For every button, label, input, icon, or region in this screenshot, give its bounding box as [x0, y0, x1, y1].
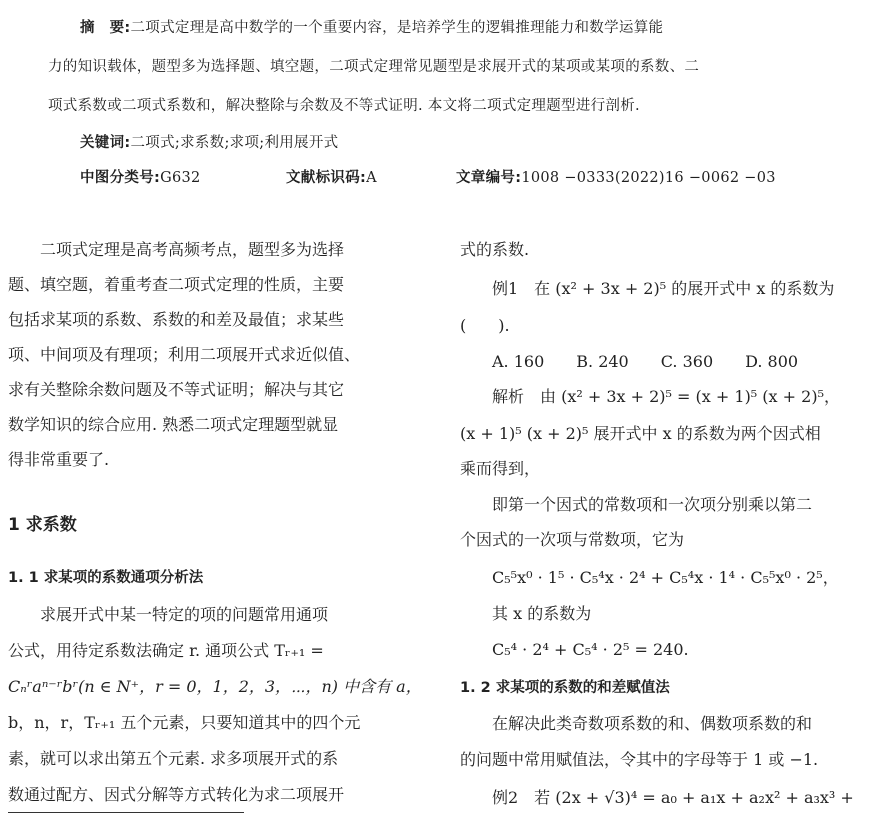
body-line-5: 素，就可以求出第五个元素. 求多项展开式的系	[8, 749, 339, 768]
clc-line	[80, 166, 201, 187]
solution-line-6: 其 x 的系数为	[460, 604, 592, 623]
solution-line-5: 个因式的一次项与常数项，它为	[460, 530, 685, 549]
abstract-line-2: 力的知识载体，题型多为选择题、填空题，二项式定理常见题型是求展开式的某项或某项的系数、二	[48, 59, 700, 75]
solution-line-1: 解析 由 (x² + 3x + 2)⁵ = (x + 1)⁵ (x + 2)⁵，	[460, 387, 840, 406]
body-line-r2: 的问题中常用赋值法，令其中的字母等于 1 或 −1.	[460, 750, 819, 769]
intro-line-7: 得非常重要了.	[8, 450, 110, 469]
subsection-heading-1-2: 1. 2 求某项的系数的和差赋值法	[460, 680, 670, 696]
solution-line-2: (x + 1)⁵ (x + 2)⁵ 展开式中 x 的系数为两个因式相	[460, 424, 821, 443]
abstract-text-1: 二项式定理是高中数学的一个重要内容，是培养学生的逻辑推理能力和数学运算能	[130, 20, 664, 36]
clc-label: 中图分类号:	[80, 170, 161, 186]
article-label: 文章编号:	[456, 170, 522, 186]
solution-line-3: 乘而得到，	[460, 459, 541, 478]
body-line-2: 公式，用待定系数法确定 r. 通项公式 Tᵣ₊₁ =	[8, 641, 324, 660]
clc-value: G632	[160, 170, 201, 186]
abstract-label: 摘 要:	[80, 20, 131, 36]
section-heading-1: 1 求系数	[8, 515, 77, 535]
body-line-3: Cₙʳaⁿ⁻ʳbʳ(n ∈ N⁺，r = 0，1，2，3，⋯，n) 中含有 a，	[8, 677, 422, 696]
intro-line-5: 求有关整除余数问题及不等式证明；解决与其它	[8, 380, 345, 399]
keywords-label: 关键词:	[80, 135, 131, 151]
intro-line-1: 二项式定理是高考高频考点，题型多为选择	[8, 240, 345, 259]
example-1-question: 例1 在 (x² + 3x + 2)⁵ 的展开式中 x 的系数为	[460, 279, 835, 298]
body-line-1: 求展开式中某一特定的项的问题常用通项	[8, 605, 329, 624]
intro-line-4: 项、中间项及有理项；利用二项展开式求近似值、	[8, 345, 361, 364]
intro-line-2: 题、填空题，着重考查二项式定理的性质，主要	[8, 275, 345, 294]
body-line-6: 数通过配方、因式分解等方式转化为求二项展开	[8, 785, 345, 804]
solution-formula-2: C₅⁴ · 2⁴ + C₅⁴ · 2⁵ = 240.	[460, 640, 689, 659]
solution-formula-1: C₅⁵x⁰ · 1⁵ · C₅⁴x · 2⁴ + C₅⁴x · 1⁴ · C₅⁵x⁰ · 2⁵，	[460, 568, 839, 587]
solution-line-4: 即第一个因式的常数项和一次项分别乘以第二	[460, 495, 813, 514]
body-line-r1: 在解决此类奇数项系数的和、偶数项系数的和	[460, 714, 813, 733]
subsection-heading-1-1: 1. 1 求某项的系数通项分析法	[8, 570, 204, 586]
right-line-1: 式的系数.	[460, 240, 530, 259]
article-number-line	[456, 166, 776, 187]
doccode-label: 文献标识码:	[286, 170, 367, 186]
abstract-line-3: 项式系数或二项式系数和，解决整除与余数及不等式证明. 本文将二项式定理题型进行剖析.	[48, 98, 640, 114]
example-1-paren: ( ).	[460, 316, 510, 335]
doccode-line	[286, 166, 377, 187]
doccode-value: A	[366, 170, 377, 186]
example-1-options: A. 160 B. 240 C. 360 D. 800	[460, 352, 799, 371]
article-value: 1008 −0333(2022)16 −0062 −03	[521, 170, 776, 186]
footnote-rule	[8, 812, 244, 813]
example-2-question: 例2 若 (2x + √3)⁴ = a₀ + a₁x + a₂x² + a₃x³ +	[460, 788, 854, 807]
body-line-4: b，n，r，Tᵣ₊₁ 五个元素，只要知道其中的四个元	[8, 713, 361, 732]
intro-line-3: 包括求某项的系数、系数的和差及最值；求某些	[8, 310, 345, 329]
abstract-line-1	[80, 16, 663, 37]
keywords-line	[80, 131, 338, 152]
intro-line-6: 数学知识的综合应用. 熟悉二项式定理题型就显	[8, 415, 339, 434]
keywords-text: 二项式;求系数;求项;利用展开式	[130, 135, 339, 151]
